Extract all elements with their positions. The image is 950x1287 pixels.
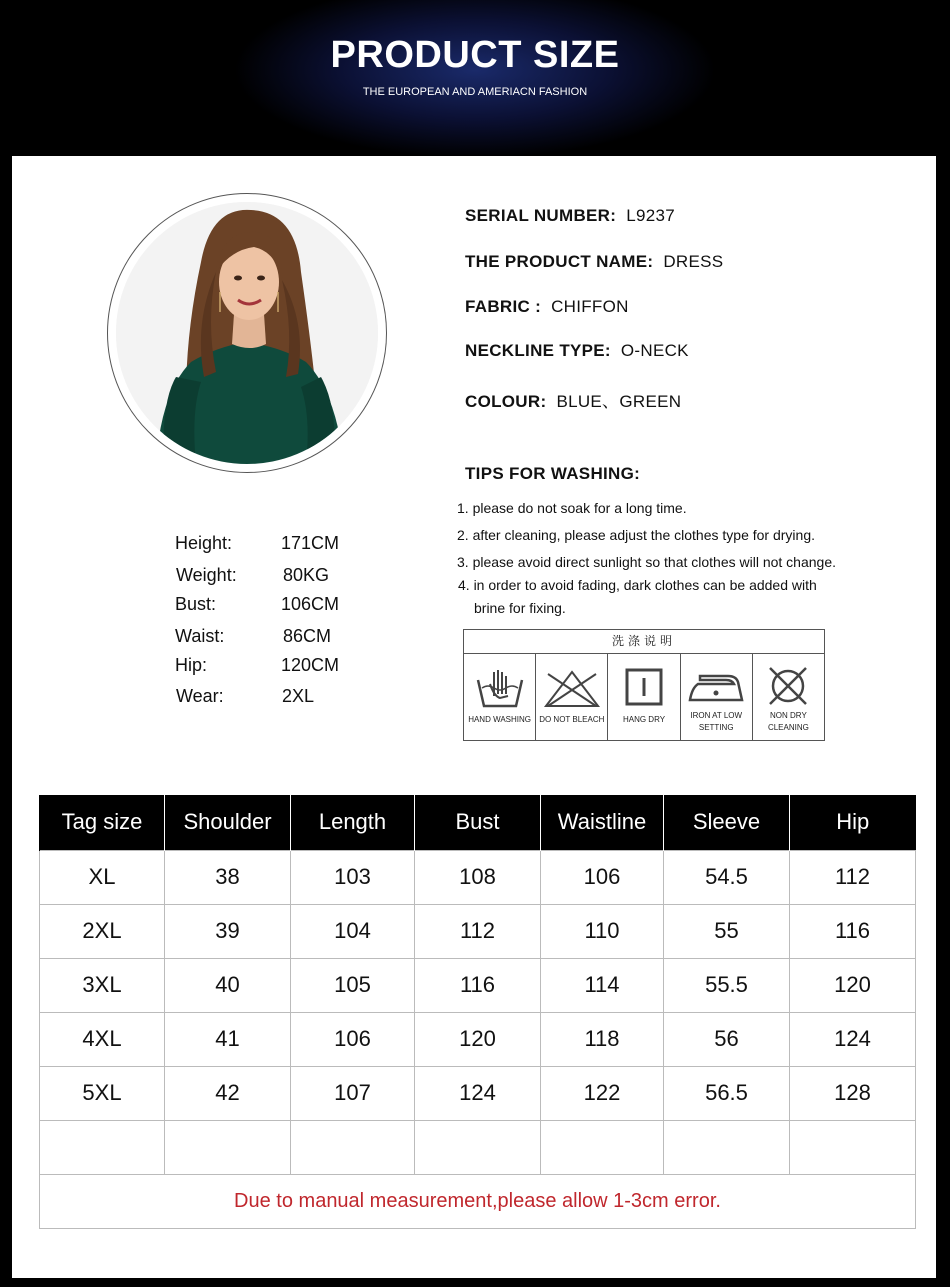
table-cell: 54.5 xyxy=(664,850,790,904)
serial-number xyxy=(465,206,675,226)
table-cell: 107 xyxy=(291,1066,415,1120)
table-cell: 124 xyxy=(415,1066,541,1120)
washing-tip-4: 4. in order to avoid fading, dark clothes can be added with xyxy=(458,577,817,593)
product-card xyxy=(12,156,936,1278)
table-row xyxy=(40,1066,916,1120)
column-header: Bust xyxy=(415,795,541,850)
neckline-value: O-NECK xyxy=(620,341,689,360)
washing-tip-3: 3. please avoid direct sunlight so that clothes will not change. xyxy=(457,554,837,570)
column-header: Waistline xyxy=(541,795,664,850)
table-cell: 105 xyxy=(291,958,415,1012)
washing-tip-4-cont: brine for fixing. xyxy=(474,600,566,616)
table-cell: 124 xyxy=(790,1012,916,1066)
height-value: 171CM xyxy=(281,533,340,553)
product-name-label: THE PRODUCT NAME: xyxy=(465,252,654,271)
iron-low-label xyxy=(681,710,752,734)
table-cell-empty xyxy=(165,1120,291,1174)
model-illustration xyxy=(116,202,378,464)
size-table xyxy=(39,795,916,1229)
iron-low-label-line2: SETTING xyxy=(698,723,734,732)
measurement-note: Due to manual measurement,please allow 1-3cm error. xyxy=(40,1174,916,1228)
table-cell: 41 xyxy=(165,1012,291,1066)
table-row xyxy=(40,958,916,1012)
table-cell: 128 xyxy=(790,1066,916,1120)
care-instructions xyxy=(463,629,825,741)
table-row-note xyxy=(40,1174,916,1228)
table-row-empty xyxy=(40,1120,916,1174)
table-cell-empty xyxy=(40,1120,165,1174)
table-cell: XL xyxy=(40,850,165,904)
page-header xyxy=(0,0,950,156)
table-row xyxy=(40,850,916,904)
table-cell: 106 xyxy=(541,850,664,904)
table-cell: 5XL xyxy=(40,1066,165,1120)
wear-label: Wear: xyxy=(176,686,224,706)
weight-value: 80KG xyxy=(283,565,330,585)
table-cell: 120 xyxy=(790,958,916,1012)
washing-tip-1: 1. please do not soak for a long time. xyxy=(457,500,687,516)
table-cell: 38 xyxy=(165,850,291,904)
column-header: Shoulder xyxy=(165,795,291,850)
colour xyxy=(465,387,681,412)
table-cell: 3XL xyxy=(40,958,165,1012)
washing-tips-title: TIPS FOR WASHING: xyxy=(465,464,641,483)
table-cell-empty xyxy=(415,1120,541,1174)
column-header: Length xyxy=(291,795,415,850)
column-header: Hip xyxy=(790,795,916,850)
model-photo xyxy=(116,202,378,464)
table-cell: 116 xyxy=(790,904,916,958)
product-name xyxy=(465,252,723,272)
bust-label: Bust: xyxy=(175,594,217,614)
table-row xyxy=(40,1012,916,1066)
table-cell: 55 xyxy=(664,904,790,958)
table-cell: 110 xyxy=(541,904,664,958)
fabric-label: FABRIC : xyxy=(465,297,542,316)
serial-value: L9237 xyxy=(626,206,676,225)
fabric-value: CHIFFON xyxy=(551,297,629,316)
care-iron-low xyxy=(681,654,753,740)
iron-low-icon xyxy=(686,666,746,706)
table-cell-empty xyxy=(664,1120,790,1174)
hand-wash-icon xyxy=(474,666,526,710)
height-label: Height: xyxy=(175,533,233,553)
non-dry-label-line1: NON DRY xyxy=(770,711,807,720)
page-subtitle: THE EUROPEAN AND AMERIACN FASHION xyxy=(362,86,588,98)
wear-value: 2XL xyxy=(282,686,315,706)
table-cell-empty xyxy=(291,1120,415,1174)
column-header: Tag size xyxy=(40,795,165,850)
column-header: Sleeve xyxy=(664,795,790,850)
iron-low-label-line1: IRON AT LOW xyxy=(690,711,743,720)
page-title: PRODUCT SIZE xyxy=(330,34,620,76)
no-dry-clean-icon xyxy=(764,666,812,710)
care-hand-washing xyxy=(464,654,536,740)
neckline-type xyxy=(465,341,689,361)
bust-value: 106CM xyxy=(281,594,340,614)
table-cell: 122 xyxy=(541,1066,664,1120)
care-non-dry-cleaning xyxy=(753,654,824,740)
table-cell: 106 xyxy=(291,1012,415,1066)
weight-label: Weight: xyxy=(176,565,237,585)
table-cell: 118 xyxy=(541,1012,664,1066)
table-cell: 56.5 xyxy=(664,1066,790,1120)
fabric xyxy=(465,297,629,317)
model-portrait xyxy=(107,193,387,473)
hand-washing-label: HAND WASHING xyxy=(468,715,532,724)
serial-label: SERIAL NUMBER: xyxy=(465,206,617,225)
do-not-bleach-label: DO NOT BLEACH xyxy=(539,715,605,724)
non-dry-label-line2: CLEANING xyxy=(767,723,809,732)
table-row xyxy=(40,904,916,958)
hang-dry-icon xyxy=(624,666,664,710)
table-cell: 39 xyxy=(165,904,291,958)
washing-tip-2: 2. after cleaning, please adjust the clothes type for drying. xyxy=(457,527,815,543)
table-cell: 40 xyxy=(165,958,291,1012)
hip-value: 120CM xyxy=(281,655,340,675)
table-cell: 112 xyxy=(790,850,916,904)
table-cell: 108 xyxy=(415,850,541,904)
table-cell: 42 xyxy=(165,1066,291,1120)
product-name-value: DRESS xyxy=(663,252,724,271)
hang-dry-label: HANG DRY xyxy=(622,715,666,724)
no-bleach-icon xyxy=(542,666,602,710)
care-hang-dry xyxy=(608,654,680,740)
table-cell: 55.5 xyxy=(664,958,790,1012)
table-cell-empty xyxy=(541,1120,664,1174)
table-cell: 104 xyxy=(291,904,415,958)
table-cell: 2XL xyxy=(40,904,165,958)
care-do-not-bleach xyxy=(536,654,608,740)
colour-value: BLUE、GREEN xyxy=(556,392,682,411)
table-cell: 114 xyxy=(541,958,664,1012)
table-cell: 112 xyxy=(415,904,541,958)
colour-label: COLOUR: xyxy=(465,392,547,411)
waist-label: Waist: xyxy=(175,626,225,646)
size-table-header xyxy=(40,795,916,850)
neckline-label: NECKLINE TYPE: xyxy=(465,341,611,360)
care-title: 洗涤说明 xyxy=(464,630,824,654)
table-cell-empty xyxy=(790,1120,916,1174)
table-cell: 120 xyxy=(415,1012,541,1066)
waist-value: 86CM xyxy=(283,626,332,646)
table-cell: 103 xyxy=(291,850,415,904)
non-dry-cleaning-label xyxy=(753,710,824,734)
hip-label: Hip: xyxy=(175,655,208,675)
table-cell: 116 xyxy=(415,958,541,1012)
table-cell: 4XL xyxy=(40,1012,165,1066)
table-cell: 56 xyxy=(664,1012,790,1066)
